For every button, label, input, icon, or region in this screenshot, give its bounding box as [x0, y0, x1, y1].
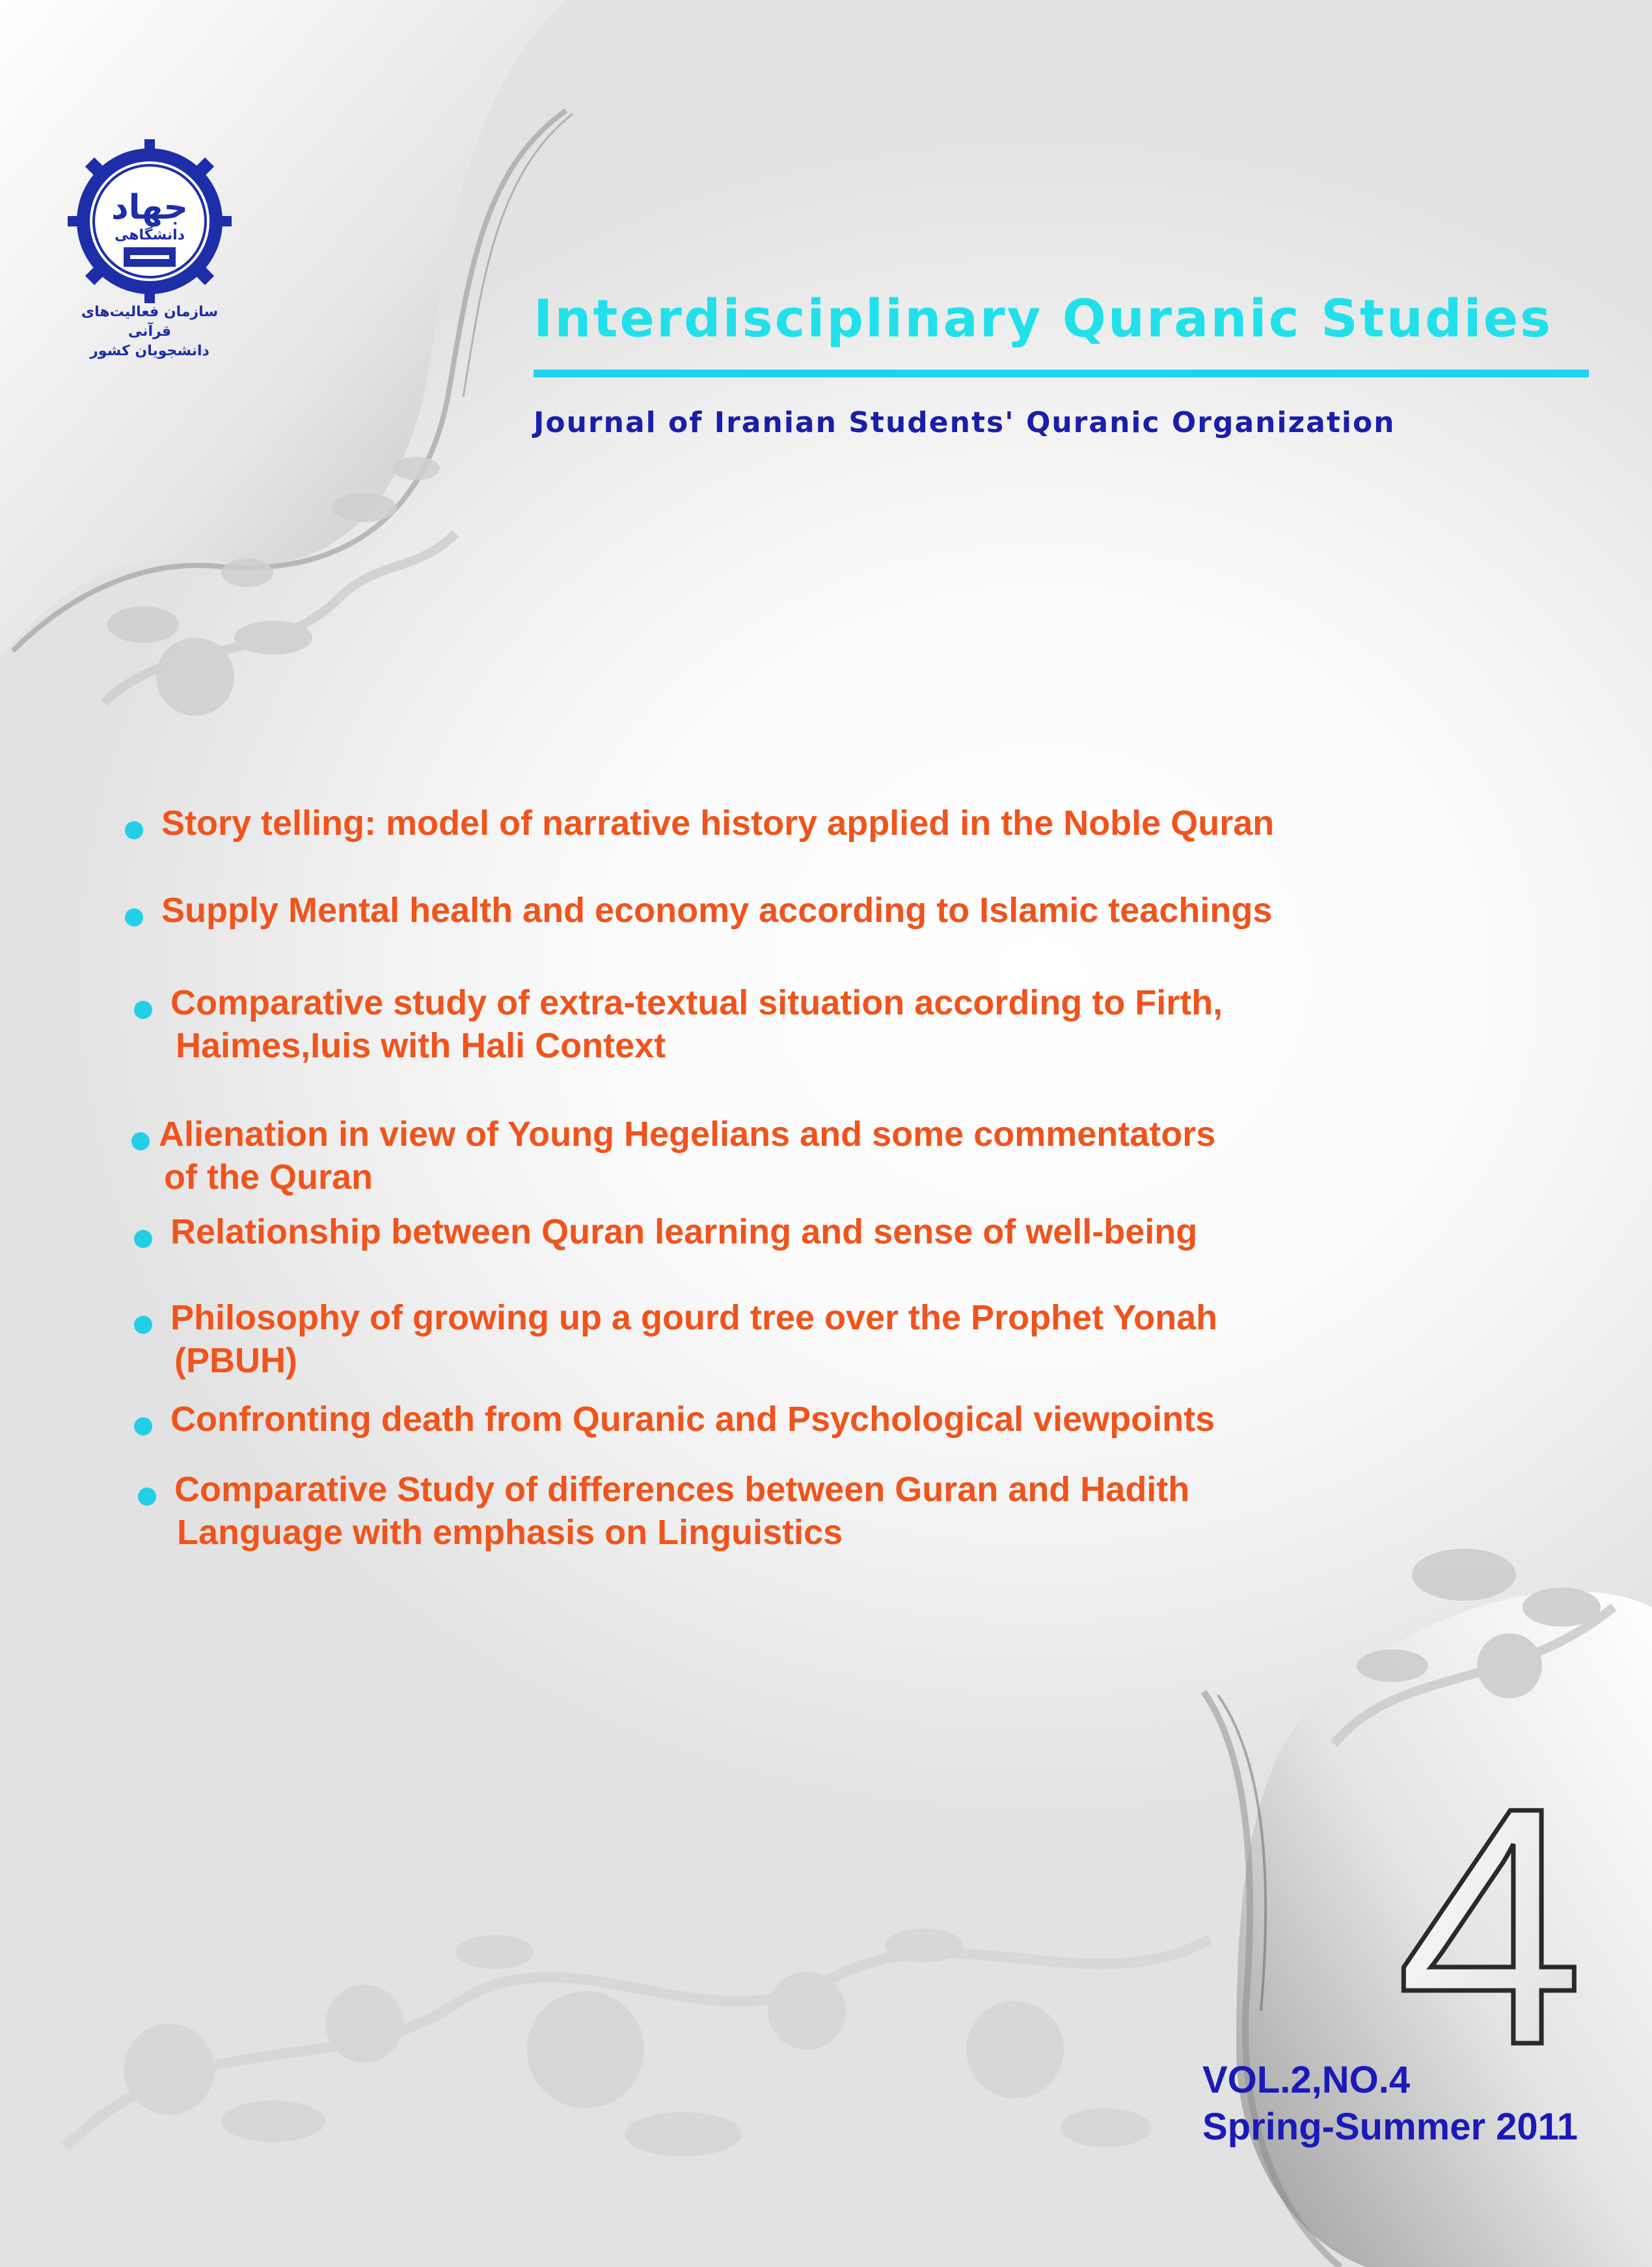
bullet-icon: [125, 821, 143, 839]
article-title-line: Alienation in view of Young Hegelians and some commentators: [159, 1115, 1216, 1154]
publisher-caption-line1: سازمان فعالیت‌های قرآنی: [81, 304, 219, 340]
bullet-icon: [134, 1417, 152, 1435]
bullet-icon: [131, 1132, 150, 1150]
bullet-icon: [134, 1001, 152, 1019]
article-item: [170, 1398, 1215, 1441]
article-item: [161, 889, 1272, 932]
bullet-icon: [125, 908, 143, 927]
article-item: [174, 1468, 1189, 1554]
journal-title: Interdisciplinary Quranic Studies: [534, 289, 1553, 349]
article-title-line: Confronting death from Quranic and Psychological viewpoints: [170, 1400, 1215, 1439]
article-title-line: Philosophy of growing up a gourd tree over the Prophet Yonah: [170, 1298, 1218, 1337]
article-item: [170, 1296, 1217, 1382]
issue-number: [1392, 1776, 1588, 2076]
article-title-line: Story telling: model of narrative history applied in the Noble Quran: [161, 804, 1275, 843]
season-label: Spring-Summer 2011: [1202, 2106, 1578, 2148]
publisher-caption-line2: دانشجویان کشور: [90, 343, 210, 359]
article-title-line: (PBUH): [174, 1341, 297, 1380]
article-item: [170, 981, 1223, 1067]
article-item: [159, 1113, 1215, 1199]
article-title-line: Comparative Study of differences between Guran and Hadith: [174, 1470, 1190, 1509]
article-title-line: Comparative study of extra-textual situation according to Firth,: [170, 983, 1223, 1022]
article-item: [170, 1210, 1197, 1253]
article-title-line: of the Quran: [164, 1158, 373, 1197]
bullet-icon: [134, 1316, 152, 1334]
article-item: [161, 802, 1274, 845]
journal-subtitle: Journal of Iranian Students' Quranic Organization: [534, 406, 1396, 439]
article-title-line: Relationship between Quran learning and sense of well-being: [170, 1212, 1198, 1251]
article-title-line: Haimes,Iuis with Hali Context: [176, 1026, 666, 1065]
article-title-line: Language with emphasis on Linguistics: [177, 1513, 843, 1552]
svg-text:دانشگاهی: دانشگاهی: [114, 227, 185, 243]
article-title-line: Supply Mental health and economy according to Islamic teachings: [161, 891, 1273, 930]
volume-label: VOL.2,NO.4: [1202, 2059, 1411, 2101]
bullet-icon: [134, 1230, 152, 1248]
svg-text:جهاد: جهاد: [111, 188, 189, 227]
bullet-icon: [138, 1487, 156, 1506]
svg-text:4: 4: [1396, 1776, 1584, 2076]
